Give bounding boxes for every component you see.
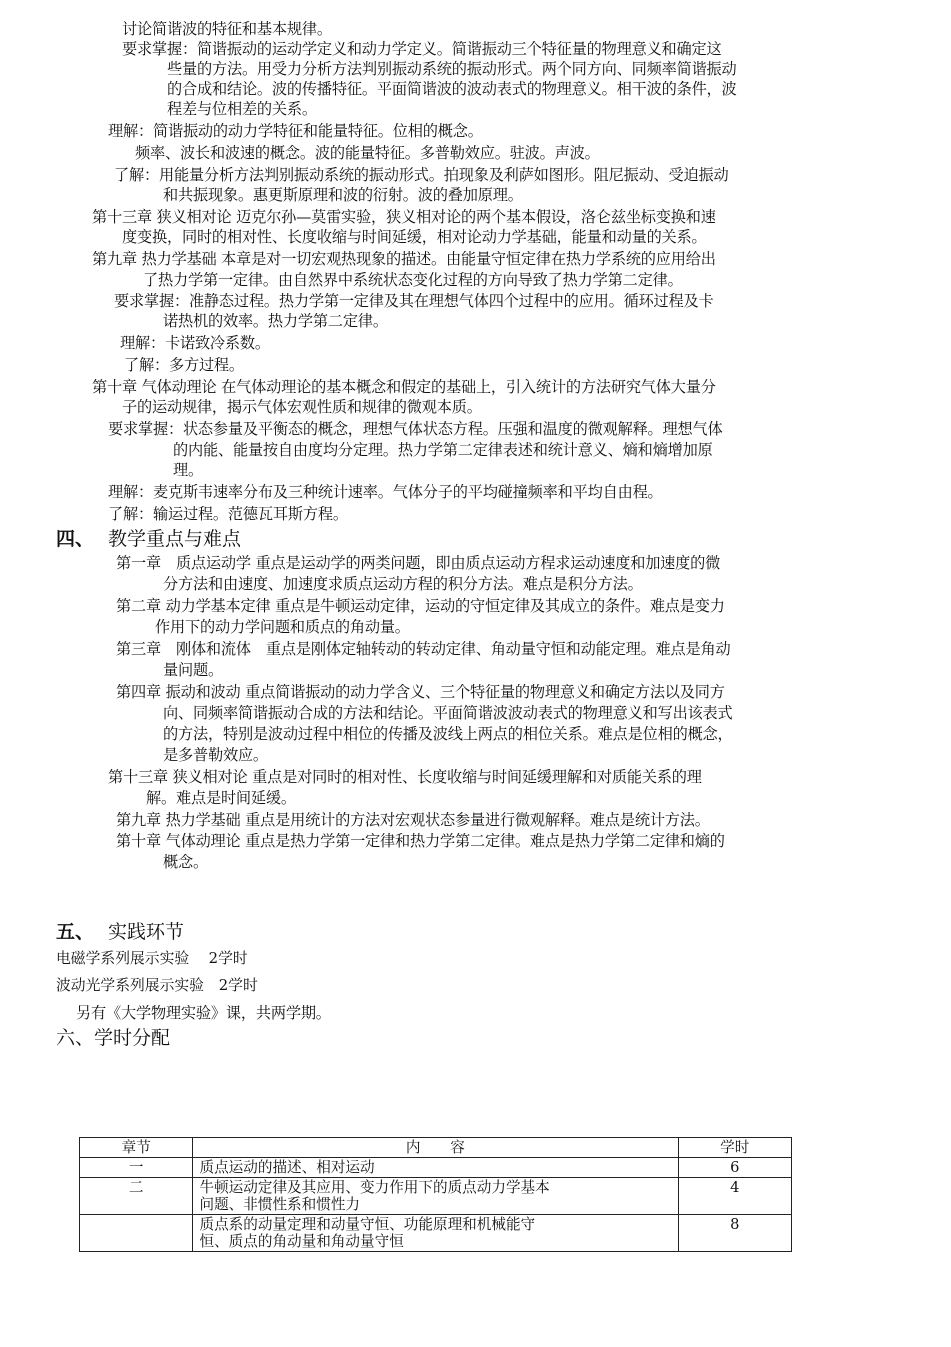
text-line: 第二章 动力学基本定律 重点是牛顿运动定律，运动的守恒定律及其成立的条件。难点是变力 bbox=[116, 597, 725, 615]
text-line: 要求掌握：状态参量及平衡态的概念，理想气体状态方程。压强和温度的微观解释。理想气体 bbox=[108, 420, 723, 438]
cell-content-line: 质点运动的描述、相对运动 bbox=[199, 1159, 375, 1176]
text-line: 另有《大学物理实验》课，共两学期。 bbox=[76, 1004, 331, 1022]
text-line: 概念。 bbox=[163, 853, 208, 871]
text-line: 理解：卡诺致冷系数。 bbox=[120, 334, 270, 352]
text-line: 度变换，同时的相对性、长度收缩与时间延缓，相对论动力学基础，能量和动量的关系。 bbox=[122, 228, 707, 246]
hours-allocation-table bbox=[79, 1137, 792, 1252]
text-line: 理。 bbox=[173, 461, 203, 479]
header-hours: 学时 bbox=[678, 1138, 792, 1158]
section-heading-6: 六、学时分配 bbox=[56, 1027, 171, 1049]
text-line: 第九章 热力学基础 重点是用统计的方法对宏观状态参量进行微观解释。难点是统计方法。 bbox=[116, 811, 710, 829]
cell-chapter: 二 bbox=[80, 1178, 193, 1215]
cell-content-line: 恒、质点的角动量和角动量守恒 bbox=[199, 1233, 404, 1250]
text-line: 要求掌握：准静态过程。热力学第一定律及其在理想气体四个过程中的应用。循环过程及卡 bbox=[114, 292, 714, 310]
text-line: 了解：输运过程。范德瓦耳斯方程。 bbox=[108, 505, 348, 523]
cell-content bbox=[193, 1158, 678, 1178]
text-line: 电磁学系列展示实验 2学时 bbox=[56, 950, 248, 967]
text-line: 了解：用能量分析方法判别振动系统的振动形式。拍现象及利萨如图形。阻尼振动、受迫振动 bbox=[114, 166, 729, 184]
text-line: 些量的方法。用受力分析方法判别振动系统的振动形式。两个同方向、同频率简谐振动 bbox=[167, 60, 737, 78]
text-line: 子的运动规律，揭示气体宏观性质和规律的微观本质。 bbox=[122, 398, 482, 416]
text-line: 第三章 刚体和流体 重点是刚体定轴转动的转动定律、角动量守恒和动能定理。难点是角动 bbox=[116, 640, 731, 658]
section-heading-5 bbox=[56, 921, 184, 943]
text-line: 的内能、能量按自由度均分定理。热力学第二定律表述和统计意义、熵和熵增加原 bbox=[173, 441, 713, 459]
text-line: 第十章 气体动理论 重点是热力学第一定律和热力学第二定律。难点是热力学第二定律和熵的 bbox=[116, 832, 725, 850]
text-line: 的方法，特别是波动过程中相位的传播及波线上两点的相位关系。难点是位相的概念， bbox=[163, 725, 733, 743]
table-row bbox=[80, 1158, 792, 1178]
header-content: 内 容 bbox=[193, 1138, 678, 1158]
table-row bbox=[80, 1215, 792, 1252]
cell-content-line: 问题、非惯性系和惯性力 bbox=[199, 1196, 361, 1213]
text-line: 解。难点是时间延缓。 bbox=[146, 789, 296, 807]
table-row bbox=[80, 1178, 792, 1215]
section-number: 四、 bbox=[56, 528, 95, 550]
text-line: 分方法和由速度、加速度求质点运动方程的积分方法。难点是积分方法。 bbox=[163, 575, 643, 593]
text-line: 理解：简谐振动的动力学特征和能量特征。位相的概念。 bbox=[108, 122, 483, 140]
cell-content-line: 质点系的动量定理和动量守恒、功能原理和机械能守 bbox=[199, 1216, 536, 1233]
cell-hours: 6 bbox=[678, 1158, 792, 1178]
cell-content-line: 牛顿运动定律及其应用、变力作用下的质点动力学基本 bbox=[199, 1179, 550, 1196]
text-line: 第四章 振动和波动 重点简谐振动的动力学含义、三个特征量的物理意义和确定方法以及同方 bbox=[116, 683, 725, 701]
text-line: 要求掌握：简谐振动的运动学定义和动力学定义。简谐振动三个特征量的物理意义和确定这 bbox=[122, 40, 722, 58]
cell-hours: 4 bbox=[678, 1178, 792, 1215]
text-line: 的合成和结论。波的传播特征。平面简谐波的波动表式的物理意义。相干波的条件，波 bbox=[167, 80, 737, 98]
cell-content bbox=[193, 1215, 678, 1252]
text-line: 诺热机的效率。热力学第二定律。 bbox=[163, 312, 388, 330]
text-line: 第十三章 狭义相对论 迈克尔孙—莫雷实验，狭义相对论的两个基本假设，洛仑兹坐标变换和速 bbox=[92, 208, 716, 226]
text-line: 了解：多方过程。 bbox=[124, 356, 244, 374]
text-line: 第一章 质点运动学 重点是运动学的两类问题，即由质点运动方程求运动速度和加速度的微 bbox=[116, 554, 721, 572]
text-line: 量问题。 bbox=[163, 661, 223, 679]
text-line: 程差与位相差的关系。 bbox=[167, 100, 317, 118]
header-chapter: 章节 bbox=[80, 1138, 193, 1158]
text-line: 了热力学第一定律。由自然界中系统状态变化过程的方向导致了热力学第二定律。 bbox=[143, 271, 683, 289]
cell-hours: 8 bbox=[678, 1215, 792, 1252]
cell-chapter bbox=[80, 1215, 193, 1252]
section-number: 五、 bbox=[56, 921, 95, 943]
text-line: 作用下的动力学问题和质点的角动量。 bbox=[155, 618, 410, 636]
text-line: 和共振现象。惠更斯原理和波的衍射。波的叠加原理。 bbox=[163, 186, 523, 204]
cell-chapter: 一 bbox=[80, 1158, 193, 1178]
table-header-row bbox=[80, 1138, 792, 1158]
text-line: 第九章 热力学基础 本章是对一切宏观热现象的描述。由能量守恒定律在热力学系统的应用给出 bbox=[92, 250, 716, 268]
text-line: 是多普勒效应。 bbox=[163, 746, 268, 764]
text-line: 第十章 气体动理论 在气体动理论的基本概念和假定的基础上，引入统计的方法研究气体大量分 bbox=[92, 378, 716, 396]
section-title: 教学重点与难点 bbox=[108, 528, 242, 550]
section-heading-4 bbox=[56, 528, 241, 550]
section-title: 实践环节 bbox=[108, 921, 185, 943]
text-line: 波动光学系列展示实验 2学时 bbox=[56, 977, 258, 994]
text-line: 向、同频率简谐振动合成的方法和结论。平面简谐波波动表式的物理意义和写出该表式 bbox=[163, 704, 733, 722]
cell-content bbox=[193, 1178, 678, 1215]
text-line: 讨论简谐波的特征和基本规律。 bbox=[122, 20, 332, 38]
text-line: 理解：麦克斯韦速率分布及三种统计速率。气体分子的平均碰撞频率和平均自由程。 bbox=[108, 483, 663, 501]
text-line: 第十三章 狭义相对论 重点是对同时的相对性、长度收缩与时间延缓理解和对质能关系的理 bbox=[108, 768, 702, 786]
text-line: 频率、波长和波速的概念。波的能量特征。多普勒效应。驻波。声波。 bbox=[135, 144, 600, 162]
